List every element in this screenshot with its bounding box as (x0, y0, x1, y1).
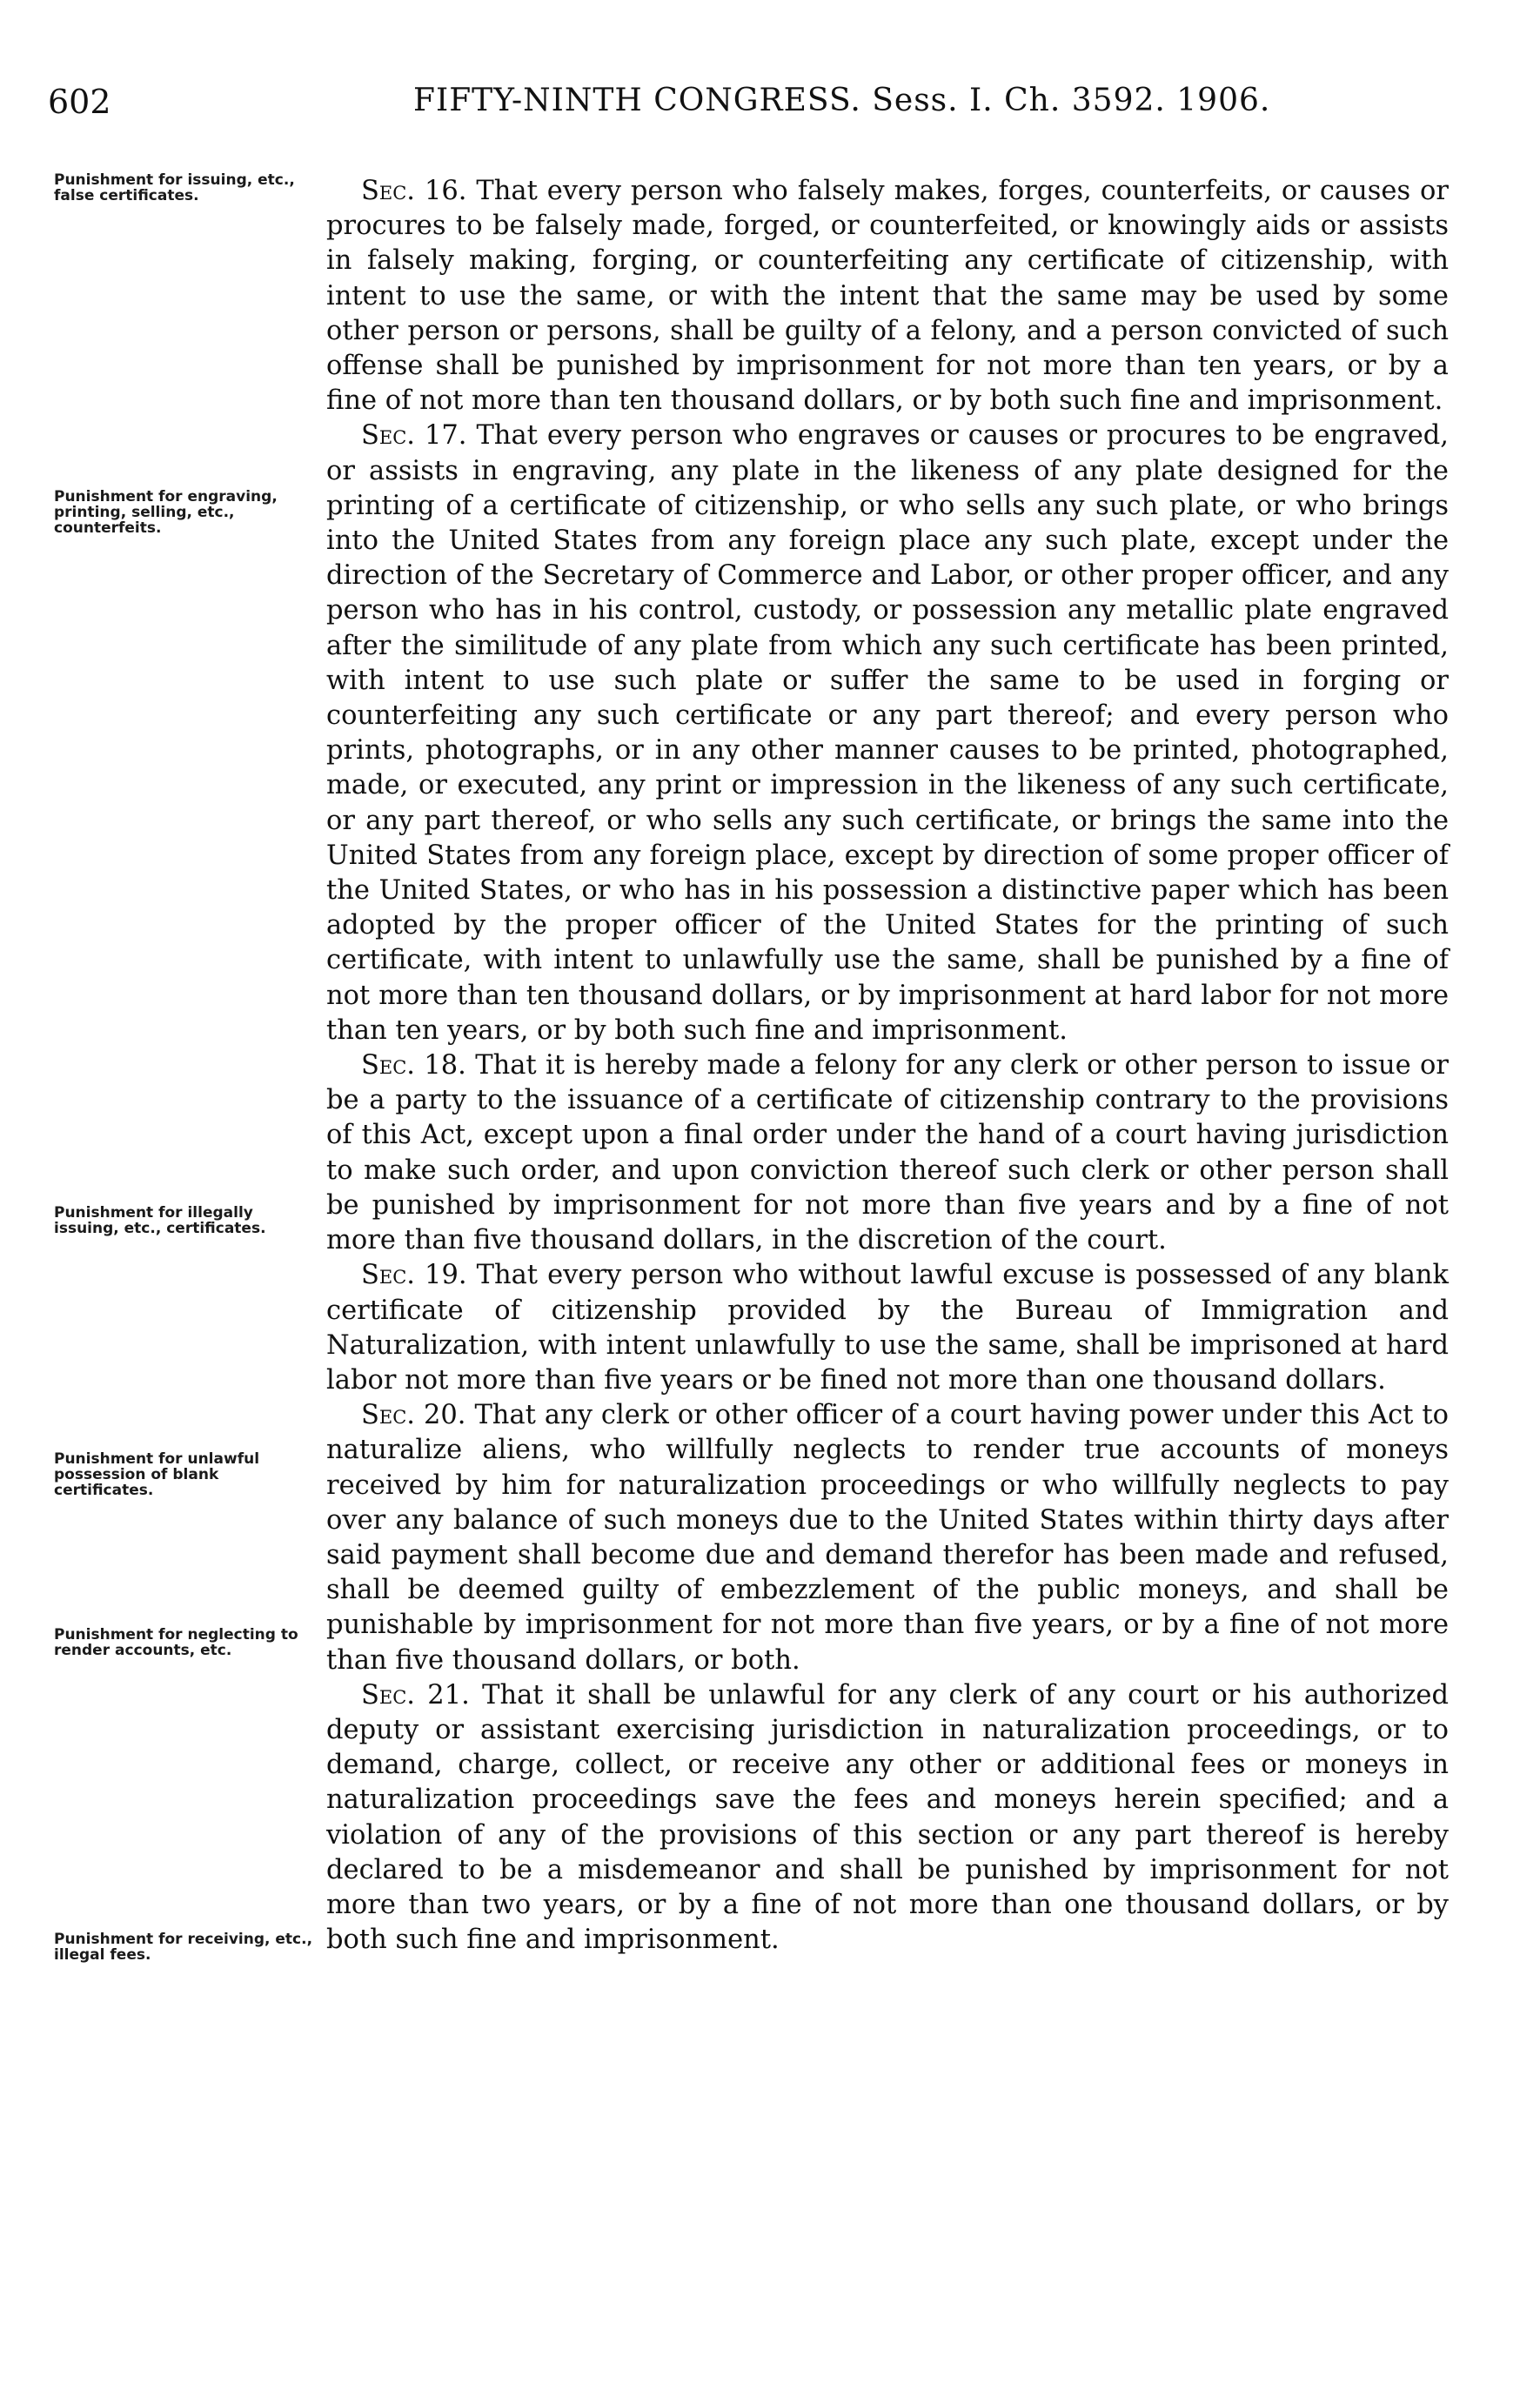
section-text: That every person who falsely makes, forges, counterfeits, or causes or procures to be falsely made, forged, or counterfeited, or knowingly aids or assists in falsely making, forging, or counterfeiting any certificate of citizenship, with intent to use the same, or with the intent that the same may be used by some other person or persons, shall be guilty of a felony, and a person convicted of such offense shall be punished by imprisonment for not more than ten years, or by a fine of not more than ten thousand dollars, or by both such fine and imprisonment. (326, 176, 1449, 417)
section-label: Sec. 20. (361, 1400, 466, 1431)
section-18 (326, 1048, 1449, 1258)
section-label: Sec. 17. (361, 420, 467, 452)
section-text: That every person who without lawful excuse is possessed of any blank certificate of citizenship provided by the Bureau of Immigration and Naturalization, with intent unlawfully to use the same, shall be imprisoned at hard labor not more than five years or be fined not more than one thousand dollars. (326, 1260, 1449, 1396)
section-17 (326, 418, 1449, 1048)
section-20 (326, 1398, 1449, 1678)
page-number: 602 (48, 83, 111, 121)
margin-note-sec-16: Punishment for issuing, etc., false certificates. (54, 171, 295, 204)
body-text (326, 174, 1449, 1958)
margin-note-sec-19: Punishment for unlawful possession of blank certificates. (54, 1450, 260, 1499)
section-label: Sec. 18. (361, 1050, 466, 1081)
margin-note-sec-20: Punishment for neglecting to render accounts, etc. (54, 1626, 298, 1659)
margin-note-sec-21: Punishment for receiving, etc., illegal fees. (54, 1931, 313, 1964)
section-21 (326, 1678, 1449, 1958)
section-label: Sec. 19. (361, 1260, 467, 1291)
section-label: Sec. 16. (361, 176, 467, 206)
section-text: That any clerk or other officer of a court having power under this Act to naturalize aliens, who willfully neglects to render true accounts of moneys received by him for naturalization proceedings or who willfully neglects to pay over any balance of such moneys due to the United States within thirty days after said payment shall become due and demand therefor has been made and refused, shall be deemed guilty of embezzlement of the public moneys, and shall be punishable by imprisonment for not more than five years, or by a fine of not more than five thousand dollars, or both. (326, 1400, 1450, 1676)
section-16 (326, 174, 1449, 418)
section-19 (326, 1258, 1449, 1398)
margin-note-sec-17: Punishment for engraving, printing, selling, etc., counterfeits. (54, 488, 278, 537)
running-head: FIFTY-NINTH CONGRESS. Sess. I. Ch. 3592. 1906. (413, 83, 1271, 118)
section-label: Sec. 21. (361, 1679, 470, 1710)
page-header (48, 83, 1449, 126)
section-text: That it shall be unlawful for any clerk of any court or his authorized deputy or assistant exercising jurisdiction in naturalization proceedings, or to demand, charge, collect, or receive any other or additional fees or moneys in naturalization proceedings save the fees and moneys herein specified; and a violation of any of the provisions of this section or any part thereof is hereby declared to be a misdemeanor and shall be punished by imprisonment for not more than two years, or by a fine of not more than one thousand dollars, or by both such fine and imprisonment. (326, 1679, 1450, 1956)
section-text: That it is hereby made a felony for any clerk or other person to issue or be a party to the issuance of a certificate of citizenship contrary to the provisions of this Act, except upon a final order under the hand of a court having jurisdiction to make such order, and upon conviction thereof such clerk or other person shall be punished by imprisonment for not more than five years and by a fine of not more than five thousand dollars, in the discretion of the court. (326, 1050, 1449, 1256)
section-text: That every person who engraves or causes or procures to be engraved, or assists in engraving, any plate in the likeness of any plate designed for the printing of a certificate of citizenship, or who sells any such plate, or who brings into the United States from any foreign place any such plate, except under the direction of the Secretary of Commerce and Labor, or other proper officer, and any person who has in his control, custody, or possession any metallic plate engraved after the similitude of any plate from which any such certificate has been printed, with intent to use such plate or suffer the same to be used in forging or counterfeiting any such certificate or any part thereof; and every person who prints, photographs, or in any other manner causes to be printed, photographed, made, or executed, any print or impression in the likeness of any such certificate, or any part thereof, or who sells any such certificate, or brings the same into the United States from any foreign place, except by direction of some proper officer of the United States, or who has in his possession a distinctive paper which has been adopted by the proper officer of the United States for the printing of such certificate, with intent to unlawfully use the same, shall be punished by a fine of not more than ten thousand dollars, or by imprisonment at hard labor for not more than ten years, or by both such fine and imprisonment. (326, 420, 1449, 1046)
margin-note-sec-18: Punishment for illegally issuing, etc., certificates. (54, 1204, 266, 1237)
